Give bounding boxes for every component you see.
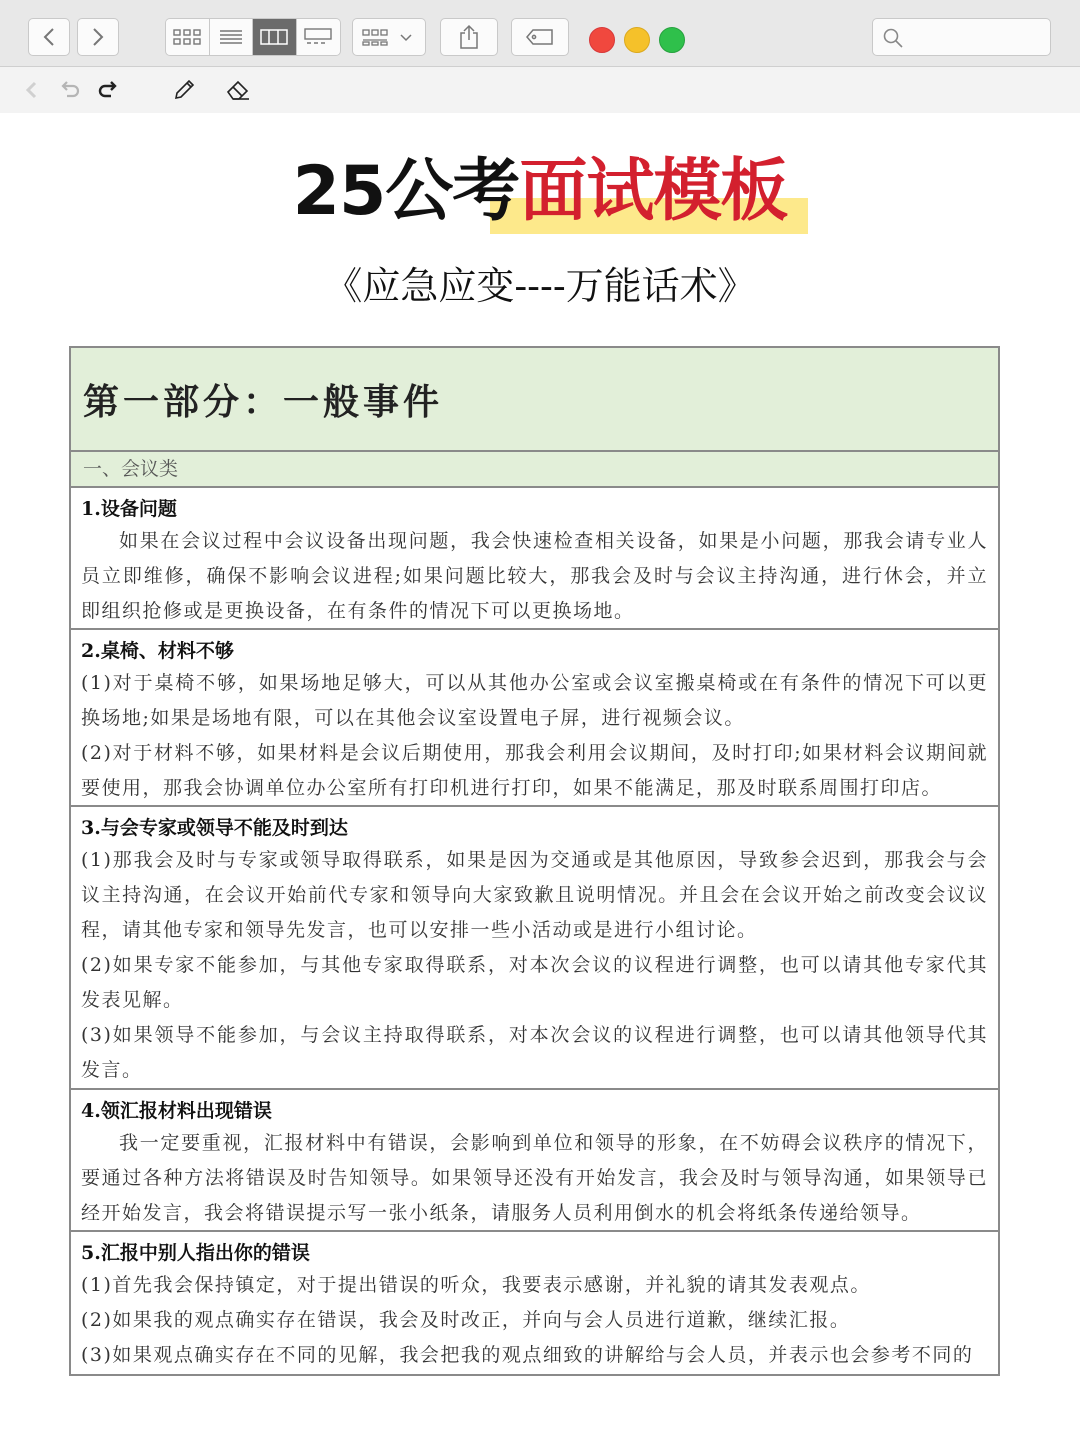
search-icon [882, 27, 904, 49]
section-item [71, 807, 998, 1090]
page-title [0, 150, 1080, 234]
grid-view-icon [172, 27, 202, 47]
tag-icon [525, 27, 555, 47]
red-tag-dot[interactable] [589, 27, 615, 53]
section-paragraph: (1)那我会及时与专家或领导取得联系，如果是因为交通或是其他原因，导致参会迟到，那我会与会议主持沟通，在会议开始前代专家和领导向大家致歉且说明情况。并且会在会议开始之前改变会议议程，请其他专家和领导先发言，也可以安排一些小活动或是进行小组讨论。 [81, 849, 988, 941]
back-arrow-icon [22, 80, 42, 100]
list-view-button[interactable] [210, 19, 254, 55]
section-heading: 3.与会专家或领导不能及时到达 [81, 817, 348, 839]
section-paragraph: (2)如果专家不能参加，与其他专家取得联系，对本次会议的议程进行调整，也可以请其他专家代其发表见解。 [81, 954, 988, 1011]
section-paragraph: (3)如果观点确实存在不同的见解，我会把我的观点细致的讲解给与会人员，并表示也会参考不同的 [81, 1344, 974, 1366]
forward-button[interactable] [77, 18, 119, 56]
column-view-button[interactable] [253, 19, 297, 55]
back-arrow-button[interactable] [18, 76, 46, 104]
search-input[interactable] [872, 18, 1051, 56]
eraser-button[interactable] [224, 76, 252, 104]
redo-button[interactable] [94, 76, 122, 104]
section-paragraph: (1)首先我会保持镇定，对于提出错误的听众，我要表示感谢，并礼貌的请其发表观点。 [81, 1274, 871, 1296]
share-icon [458, 24, 480, 50]
list-view-icon [218, 27, 244, 47]
section-paragraph: (2)对于材料不够，如果材料是会议后期使用，那我会利用会议期间，及时打印;如果材料会议期间就要使用，那我会协调单位办公室所有打印机进行打印，如果不能满足，那及时联系周围打印店。 [81, 742, 988, 799]
redo-icon [97, 80, 119, 100]
tag-button[interactable] [511, 18, 569, 56]
chevron-left-icon [42, 27, 56, 47]
section-heading: 5.汇报中别人指出你的错误 [81, 1242, 310, 1264]
pencil-icon [172, 78, 196, 102]
section-item [71, 488, 998, 630]
window-toolbar [0, 0, 1080, 67]
section-paragraph: (3)如果领导不能参加，与会议主持取得联系，对本次会议的议程进行调整，也可以请其他领导代其发言。 [81, 1024, 988, 1081]
group-by-button[interactable] [352, 18, 426, 56]
title-black-part: 25公考 [292, 152, 520, 231]
chevron-right-icon [91, 27, 105, 47]
group-by-icon [361, 27, 417, 47]
part-title: 第一部分：一般事件 [71, 348, 998, 452]
gallery-view-button[interactable] [297, 19, 340, 55]
view-mode-segmented-control [165, 18, 341, 56]
gallery-view-icon [303, 27, 333, 47]
yellow-tag-dot[interactable] [624, 27, 650, 53]
grid-view-button[interactable] [166, 19, 210, 55]
back-button[interactable] [28, 18, 70, 56]
green-tag-dot[interactable] [659, 27, 685, 53]
section-heading: 2.桌椅、材料不够 [81, 640, 234, 662]
eraser-icon [225, 78, 251, 102]
section-paragraph: (2)如果我的观点确实存在错误，我会及时改正，并向与会人员进行道歉，继续汇报。 [81, 1309, 851, 1331]
section-item [71, 1090, 998, 1232]
section-heading: 1.设备问题 [81, 498, 177, 520]
edit-toolbar [0, 67, 1080, 113]
section-heading: 4.领汇报材料出现错误 [81, 1100, 272, 1122]
category-label: 一、会议类 [71, 452, 998, 488]
undo-icon [59, 80, 81, 100]
section-paragraph: 我一定要重视，汇报材料中有错误，会影响到单位和领导的形象，在不妨碍会议秩序的情况下，要通过各种方法将错误及时告知领导。如果领导还没有开始发言，我会及时与领导沟通，如果领导已经开始发言，我会将错误提示写一张小纸条，请服务人员利用倒水的机会将纸条传递给领导。 [81, 1132, 988, 1224]
section-paragraph: 如果在会议过程中会议设备出现问题，我会快速检查相关设备，如果是小问题，那我会请专业人员立即维修，确保不影响会议进程;如果问题比较大，那我会及时与会议主持沟通，进行休会，并立即组织抢修或是更换设备，在有条件的情况下可以更换场地。 [81, 530, 988, 622]
section-paragraph: (1)对于桌椅不够，如果场地足够大，可以从其他办公室或会议室搬桌椅或在有条件的情况下可以更换场地;如果是场地有限，可以在其他会议室设置电子屏，进行视频会议。 [81, 672, 988, 729]
section-item [71, 630, 998, 807]
title-red-part: 面试模板 [519, 152, 788, 231]
section-item [71, 1232, 998, 1375]
undo-button[interactable] [56, 76, 84, 104]
page-subtitle: 《应急应变----万能话术》 [324, 264, 756, 308]
share-button[interactable] [440, 18, 498, 56]
pencil-button[interactable] [170, 76, 198, 104]
document-table [69, 346, 1000, 1376]
column-view-icon [259, 27, 289, 47]
